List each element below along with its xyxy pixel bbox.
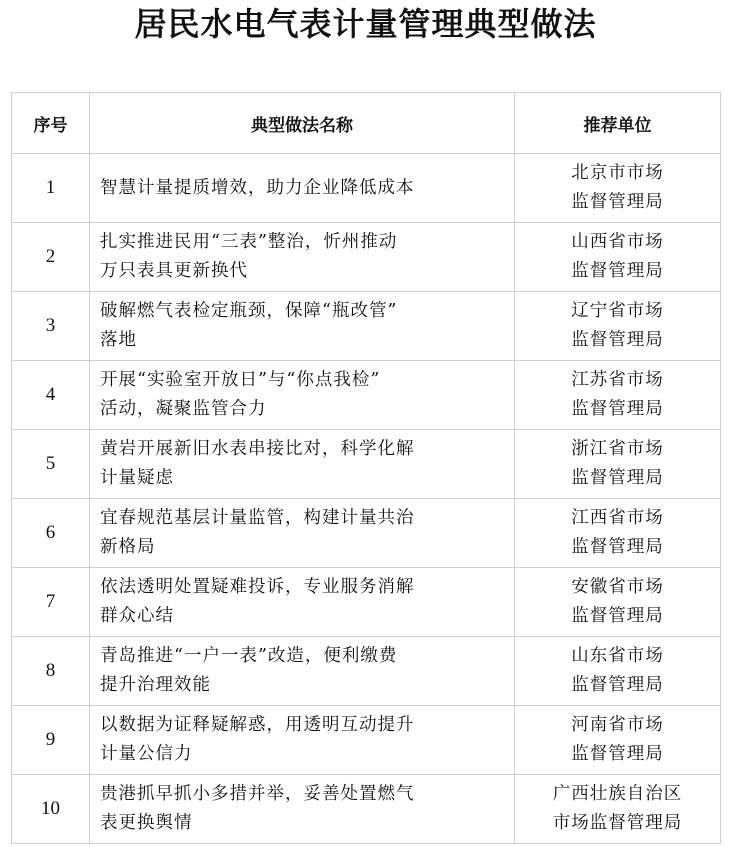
- practice-name-cell: [90, 361, 515, 430]
- practice-name-line: 万只表具更新换代: [100, 261, 248, 281]
- practice-name-cell: [90, 568, 515, 637]
- table-row: [12, 361, 721, 430]
- recommending-unit-line: 辽宁省市场: [571, 301, 664, 321]
- recommending-unit-cell: [515, 154, 721, 223]
- recommending-unit-line: 江苏省市场: [571, 370, 664, 390]
- practice-name-line: 计量公信力: [100, 744, 193, 764]
- recommending-unit-cell: [515, 223, 721, 292]
- recommending-unit-cell: [515, 568, 721, 637]
- practice-name-cell: [90, 499, 515, 568]
- practices-table: [11, 92, 721, 844]
- practice-name-line: 贵港抓早抓小多措并举，妥善处置燃气: [100, 784, 415, 804]
- recommending-unit-line: 监督管理局: [571, 330, 664, 350]
- practice-name-line: 表更换舆情: [100, 813, 193, 833]
- practice-name-line: 计量疑虑: [100, 468, 174, 488]
- recommending-unit-line: 山西省市场: [571, 232, 664, 252]
- recommending-unit-line: 广西壮族自治区: [552, 784, 683, 804]
- row-number: 2: [12, 223, 90, 292]
- table-header-row: [12, 93, 721, 154]
- recommending-unit-line: 北京市市场: [571, 163, 664, 183]
- recommending-unit-cell: [515, 361, 721, 430]
- practice-name-line: 提升治理效能: [100, 675, 211, 695]
- practice-name-line: 群众心结: [100, 606, 174, 626]
- row-number: 10: [12, 775, 90, 844]
- row-number: 3: [12, 292, 90, 361]
- row-number: 8: [12, 637, 90, 706]
- recommending-unit-line: 河南省市场: [571, 715, 664, 735]
- table-row: [12, 775, 721, 844]
- column-header-practice-name: 典型做法名称: [90, 93, 515, 154]
- practice-name-line: 新格局: [100, 537, 156, 557]
- recommending-unit-line: 江西省市场: [571, 508, 664, 528]
- recommending-unit-line: 监督管理局: [571, 675, 664, 695]
- recommending-unit-line: 监督管理局: [571, 606, 664, 626]
- column-header-number: 序号: [12, 93, 90, 154]
- practice-name-line: 扎实推进民用“三表”整治，忻州推动: [100, 232, 398, 252]
- recommending-unit-line: 市场监督管理局: [552, 813, 683, 833]
- row-number: 5: [12, 430, 90, 499]
- table-row: [12, 292, 721, 361]
- recommending-unit-line: 监督管理局: [571, 399, 664, 419]
- practice-name-line: 黄岩开展新旧水表串接比对，科学化解: [100, 439, 415, 459]
- practice-name-cell: [90, 292, 515, 361]
- table-row: [12, 499, 721, 568]
- recommending-unit-line: 安徽省市场: [571, 577, 664, 597]
- recommending-unit-line: 监督管理局: [571, 261, 664, 281]
- practice-name-line: 宜春规范基层计量监管，构建计量共治: [100, 508, 415, 528]
- table-row: [12, 637, 721, 706]
- table-body: [12, 154, 721, 844]
- recommending-unit-line: 监督管理局: [571, 468, 664, 488]
- row-number: 7: [12, 568, 90, 637]
- practice-name-line: 依法透明处置疑难投诉，专业服务消解: [100, 577, 415, 597]
- recommending-unit-cell: [515, 637, 721, 706]
- recommending-unit-cell: [515, 706, 721, 775]
- practice-name-cell: [90, 775, 515, 844]
- table-row: [12, 430, 721, 499]
- table-row: [12, 568, 721, 637]
- practice-name-cell: [90, 430, 515, 499]
- recommending-unit-line: 监督管理局: [571, 744, 664, 764]
- recommending-unit-cell: [515, 292, 721, 361]
- row-number: 6: [12, 499, 90, 568]
- practice-name-line: 落地: [100, 330, 137, 350]
- practice-name-line: 开展“实验室开放日”与“你点我检”: [100, 370, 381, 390]
- page-title: 居民水电气表计量管理典型做法: [134, 5, 597, 43]
- practice-name-line: 青岛推进“一户一表”改造，便利缴费: [100, 646, 398, 666]
- table-row: [12, 706, 721, 775]
- practice-name-cell: [90, 223, 515, 292]
- table-row: [12, 223, 721, 292]
- row-number: 9: [12, 706, 90, 775]
- recommending-unit-line: 浙江省市场: [571, 439, 664, 459]
- practice-name-line: 以数据为证释疑解惑，用透明互动提升: [100, 715, 415, 735]
- row-number: 1: [12, 154, 90, 223]
- row-number: 4: [12, 361, 90, 430]
- practice-name-cell: [90, 637, 515, 706]
- recommending-unit-line: 山东省市场: [571, 646, 664, 666]
- practice-name-line: 破解燃气表检定瓶颈，保障“瓶改管”: [100, 301, 398, 321]
- recommending-unit-line: 监督管理局: [571, 537, 664, 557]
- column-header-recommending-unit: 推荐单位: [515, 93, 721, 154]
- table-row: [12, 154, 721, 223]
- practice-name-line: 活动，凝聚监管合力: [100, 399, 267, 419]
- practice-name-line: 智慧计量提质增效，助力企业降低成本: [100, 177, 415, 198]
- recommending-unit-cell: [515, 775, 721, 844]
- recommending-unit-cell: [515, 430, 721, 499]
- recommending-unit-cell: [515, 499, 721, 568]
- practice-name-cell: [90, 706, 515, 775]
- recommending-unit-line: 监督管理局: [571, 192, 664, 212]
- practice-name-cell: [90, 154, 515, 223]
